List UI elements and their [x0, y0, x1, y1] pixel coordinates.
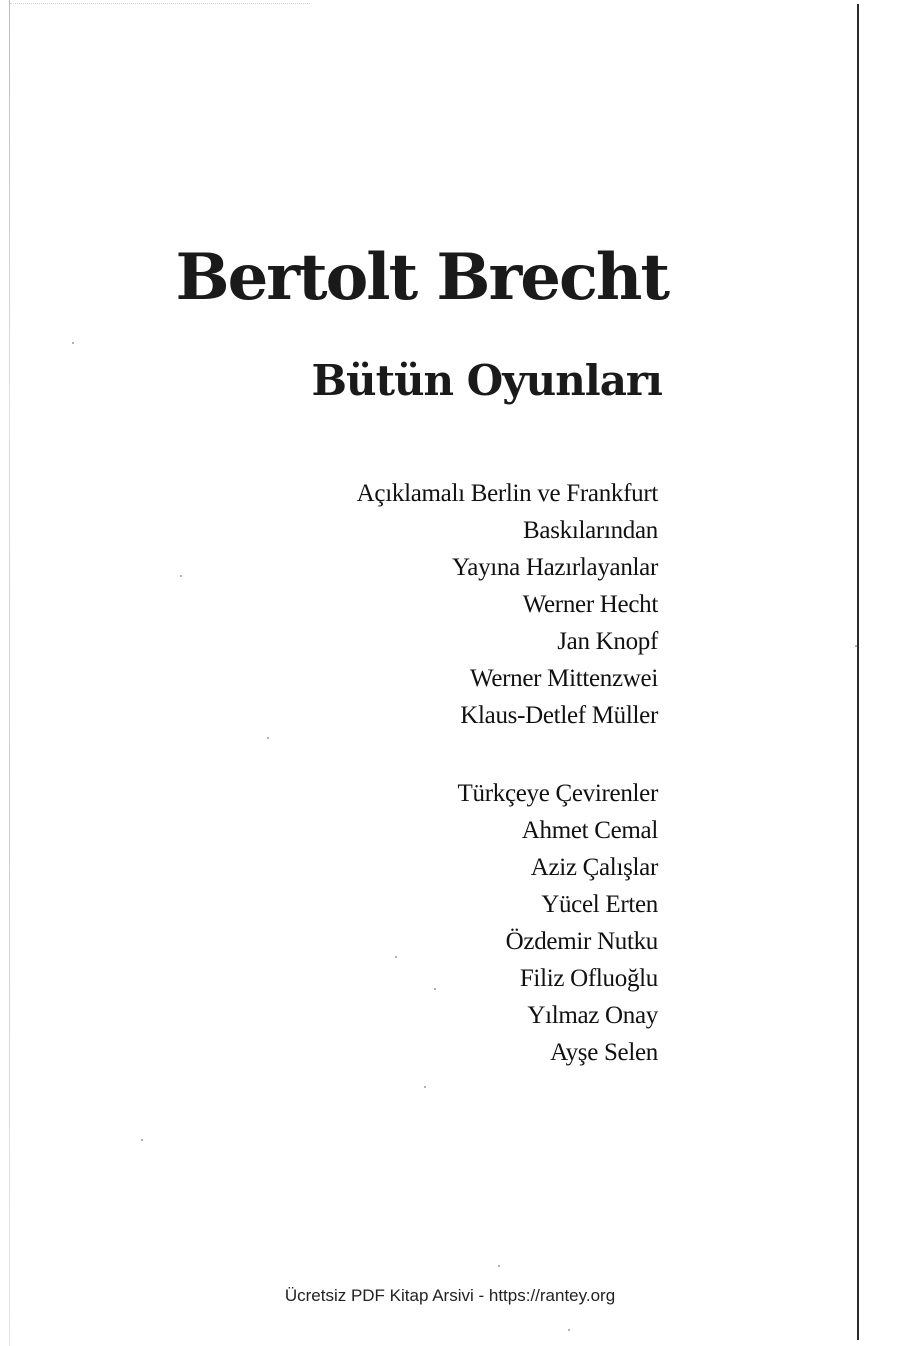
scan-speck	[498, 1265, 500, 1267]
footer-watermark: Ücretsiz PDF Kitap Arsivi - https://rantey.org	[284, 1286, 616, 1305]
scan-speck	[568, 1329, 570, 1331]
scan-speck	[141, 1139, 143, 1141]
editors-heading: Yayına Hazırlayanlar	[452, 554, 658, 581]
translator-name: Aziz Çalışlar	[530, 854, 658, 881]
translators-heading: Türkçeye Çevirenler	[457, 780, 658, 807]
scan-speck	[72, 342, 74, 344]
page-top-edge	[10, 3, 310, 5]
translator-name: Ayşe Selen	[550, 1039, 658, 1066]
translator-name: Filiz Ofluoğlu	[519, 965, 658, 992]
scan-speck	[434, 988, 436, 990]
editors-credits	[357, 475, 658, 734]
editor-name: Werner Mittenzwei	[470, 665, 658, 692]
scan-speck	[395, 956, 397, 958]
translator-name: Özdemir Nutku	[505, 928, 658, 955]
editor-name: Klaus-Detlef Müller	[460, 702, 658, 729]
author-name: Bertolt Brecht	[175, 240, 668, 315]
translator-name: Ahmet Cemal	[521, 817, 658, 844]
translators-credits	[458, 775, 658, 1071]
scan-speck	[267, 737, 269, 739]
translator-name: Yılmaz Onay	[527, 1002, 658, 1029]
page-right-edge	[857, 4, 859, 1340]
editor-name: Jan Knopf	[557, 628, 658, 655]
page-left-edge	[9, 0, 10, 1346]
editor-name: Werner Hecht	[522, 591, 658, 618]
translator-name: Yücel Erten	[541, 891, 658, 918]
scan-speck	[180, 575, 182, 577]
scan-speck	[424, 1086, 426, 1088]
editors-line: Açıklamalı Berlin ve Frankfurt	[356, 480, 658, 507]
book-title: Bütün Oyunları	[311, 356, 662, 405]
scan-speck	[855, 645, 857, 647]
editors-line: Baskılarından	[523, 517, 658, 544]
